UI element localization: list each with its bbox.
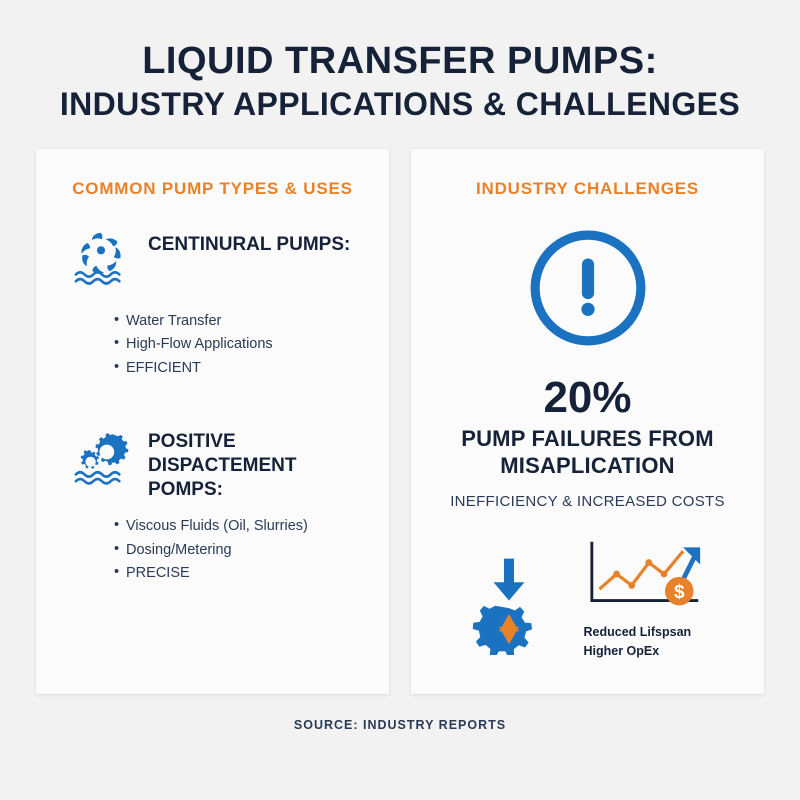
bullets-centrifugal (114, 310, 363, 380)
list-item: • PRECISE (114, 562, 363, 585)
page-title-line-1: LIQUID TRANSFER PUMPS: (142, 40, 658, 82)
list-item: • High-Flow Applications (114, 333, 363, 356)
page-title-line-2: INDUSTRY APPLICATIONS & CHALLENGES (59, 85, 741, 122)
icon-col-chart (584, 536, 708, 659)
pump-block-centrifugal (62, 227, 363, 296)
pump-name-positive-displacement: POSITIVE DISPACTEMENT POMPS: (148, 431, 297, 500)
chart-caption-line-2: Higher OpEx (583, 643, 660, 658)
pump-block-positive-displacement (62, 424, 363, 501)
bottom-icons (437, 536, 738, 659)
exclamation-circle-icon (527, 227, 649, 354)
cards-container (36, 149, 764, 694)
svg-text:$: $ (673, 582, 685, 604)
chart-caption-line-1: Reduced Lifspsan (583, 625, 692, 640)
centrifugal-pump-icon (70, 227, 132, 296)
rising-cost-chart-icon (584, 582, 708, 616)
chart-caption (584, 623, 708, 659)
icon-col-gear (468, 555, 550, 660)
list-item: • EFFICIENT (114, 357, 363, 380)
left-card-title: COMMON PUMP TYPES & USES (72, 178, 353, 198)
header (36, 40, 764, 123)
alert-icon-wrap (437, 227, 738, 354)
card-common-pump-types (36, 149, 389, 694)
down-arrow-gear-icon (468, 642, 550, 659)
stat-subcaption: INEFFICIENCY & INCREASED COSTS (450, 493, 725, 511)
spacer (62, 380, 363, 424)
positive-displacement-gear-icon (70, 424, 132, 493)
bullets-positive-displacement (114, 515, 363, 585)
list-item: • Viscous Fluids (Oil, Slurries) (114, 515, 363, 538)
card-industry-challenges (411, 149, 764, 694)
list-item: • Water Transfer (114, 310, 363, 333)
list-item: • Dosing/Metering (114, 539, 363, 562)
right-card-title: INDUSTRY CHALLENGES (476, 178, 699, 198)
stat-caption: PUMP FAILURES FROM MISAPLICATION (461, 425, 714, 478)
source-footer: SOURCE: INDUSTRY REPORTS (293, 717, 507, 732)
pump-name-centrifugal: CENTINURAL PUMPS: (148, 233, 351, 255)
stat-value: 20% (543, 372, 632, 422)
